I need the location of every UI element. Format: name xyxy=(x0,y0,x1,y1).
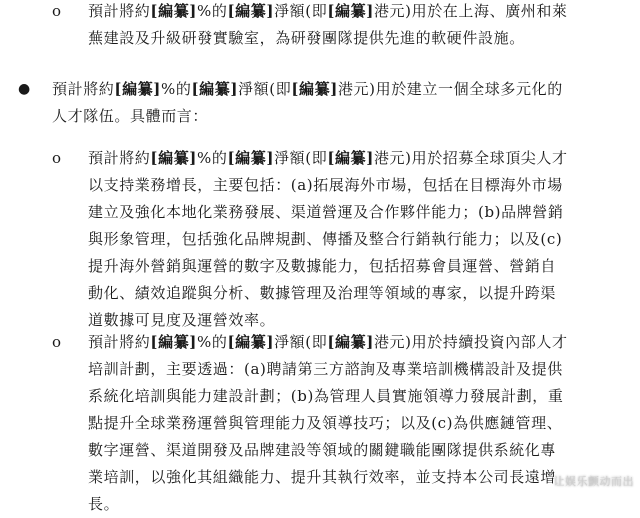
paragraph-global-talent xyxy=(88,145,628,334)
text-line: 預計將約[編纂]%的[編纂]淨額(即[編纂]港元)用於招募全球頂尖人才 xyxy=(88,149,568,167)
text-line: 建立及強化本地化業務發展、渠道營運及合作夥伴能力；(b)品牌營銷 xyxy=(88,203,564,221)
text-line: 長。 xyxy=(88,495,120,513)
text-line: 人才隊伍。具體而言： xyxy=(52,107,209,125)
sub-bullet-marker: o xyxy=(52,2,62,20)
text-line: 培訓計劃，主要透過：(a)聘請第三方諮詢及專業培訓機構設計及提供 xyxy=(88,360,563,378)
paragraph-talent-team xyxy=(52,76,632,130)
text-line: 業培訓，以強化其組織能力、提升其執行效率，並支持本公司長遠增 xyxy=(88,468,557,486)
text-line: 預計將約[編纂]%的[編纂]淨額(即[編纂]港元)用於建立一個全球多元化的 xyxy=(52,80,563,98)
text-line: 蕪建設及升級研發實驗室，為研發團隊提供先進的軟硬件設施。 xyxy=(88,29,525,47)
paragraph-internal-training xyxy=(88,329,628,518)
paragraph-rd-labs xyxy=(88,0,628,52)
text-line: 點提升全球業務運營與管理能力及領導技巧；以及(c)為供應鏈管理、 xyxy=(88,414,563,432)
text-line: 道數據可見度及運營效率。 xyxy=(88,311,276,329)
text-line: 預計將約[編纂]%的[編纂]淨額(即[編纂]港元)用於在上海、廣州和萊 xyxy=(88,2,568,20)
text-line: 與形象管理，包括強化品牌規劃、傳播及整合行銷執行能力；以及(c) xyxy=(88,230,563,248)
text-line: 提升海外營銷與運營的數字及數據能力，包括招募會員運營、營銷自 xyxy=(88,257,557,275)
sub-bullet-marker: o xyxy=(52,149,62,167)
text-line: 系統化培訓與能力建設計劃；(b)為管理人員實施領導力發展計劃，重 xyxy=(88,387,564,405)
text-line: 以支持業務增長，主要包括：(a)拓展海外市場，包括在目標海外市場 xyxy=(88,176,563,194)
text-line: 動化、績效追蹤與分析、數據管理及治理等領域的專家，以提升跨渠 xyxy=(88,284,557,302)
text-line: 數字運營、渠道開發及品牌建設等領域的關鍵職能團隊提供系統化專 xyxy=(88,441,557,459)
sub-bullet-marker: o xyxy=(52,333,62,351)
bullet-marker: ● xyxy=(18,81,31,97)
watermark: 让娱乐颤动而出 xyxy=(553,475,634,488)
text-line: 預計將約[編纂]%的[編纂]淨額(即[編纂]港元)用於持續投資內部人才 xyxy=(88,333,568,351)
